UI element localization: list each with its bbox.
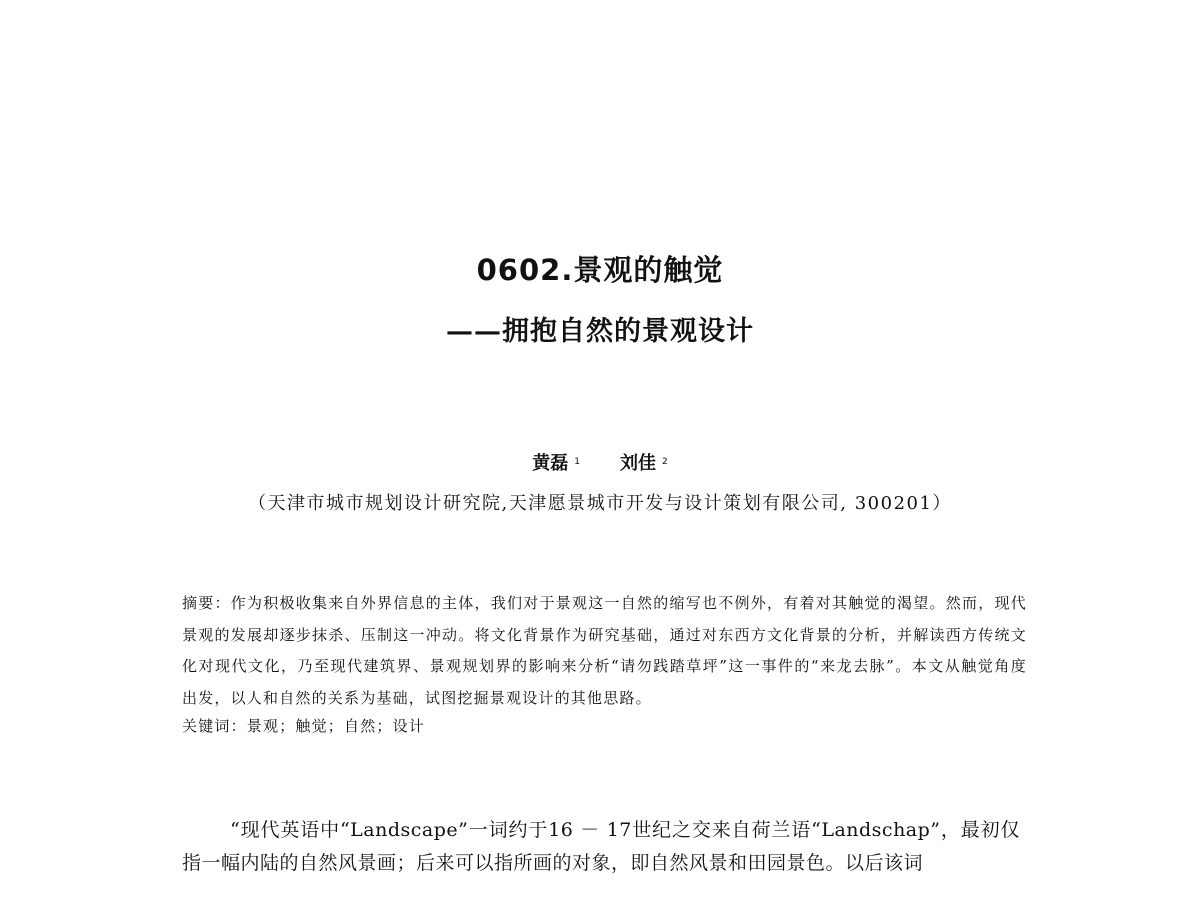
author-2 (620, 450, 668, 478)
paper-title: 0602.景观的触觉 (476, 253, 724, 287)
body-paragraph: “现代英语中“Landscape”一词约于16 － 17世纪之交来自荷兰语“Landschap”，最初仅指一幅内陆的自然风景画；后来可以指所画的对象，即自然风景和田园景色。以后该词 (182, 819, 1020, 874)
keywords: 关键词：景观；触觉；自然；设计 (182, 717, 426, 735)
author-name: 黄磊 (532, 453, 569, 474)
author-affiliation: （天津市城市规划设计研究院,天津愿景城市开发与设计策划有限公司, 300201） (248, 493, 952, 514)
abstract: 摘要：作为积极收集来自外界信息的主体，我们对于景观这一自然的缩写也不例外，有着对其触觉的渴望。然而，现代景观的发展却逐步抹杀、压制这一冲动。将文化背景作为研究基础，通过对东西方文化背景的分析，并解读西方传统文化对现代文化，乃至现代建筑界、景观规划界的影响来分析“请勿践踏草坪”这一事件的“来龙去脉”。本文从触觉角度出发，以人和自然的关系为基础，试图挖掘景观设计的其他思路。 (182, 594, 1027, 707)
author-mark: 2 (662, 457, 668, 467)
author-name: 刘佳 (620, 453, 656, 474)
author-line (0, 450, 1200, 478)
author-mark: 1 (574, 457, 580, 467)
author-1 (532, 450, 580, 478)
paper-subtitle: ——拥抱自然的景观设计 (446, 316, 754, 347)
